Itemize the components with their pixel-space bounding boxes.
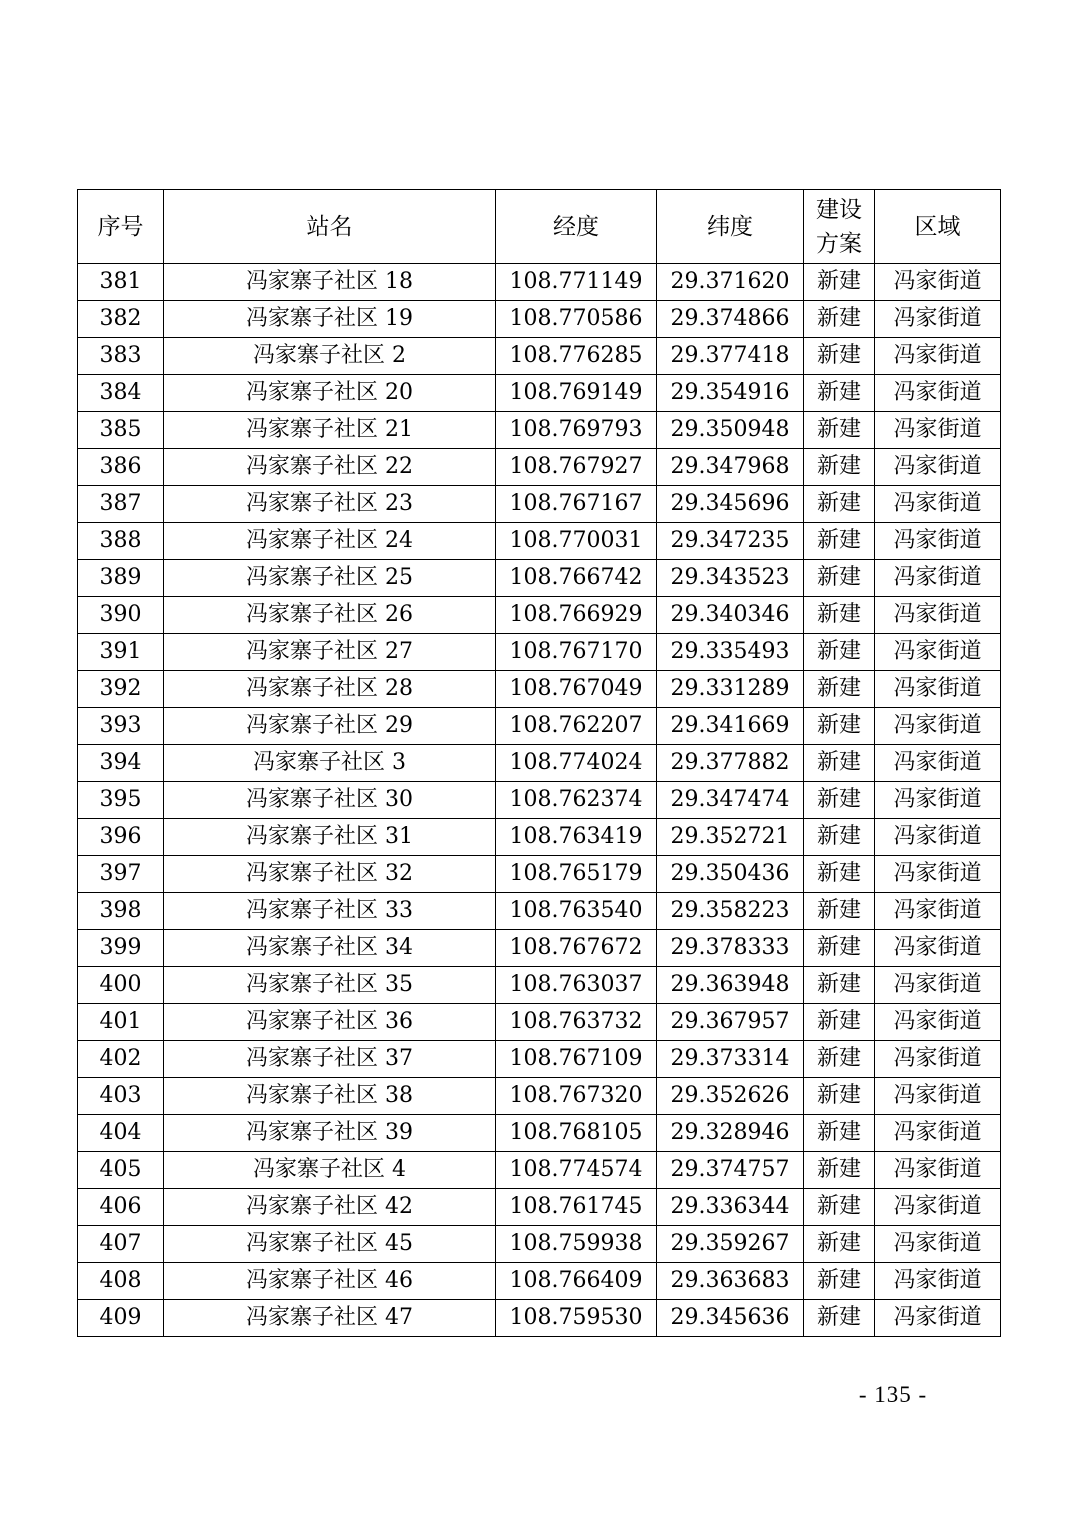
cell-longitude: 108.768105 xyxy=(496,1115,657,1152)
cell-index: 389 xyxy=(78,560,164,597)
table-row xyxy=(78,930,1001,967)
cell-index: 399 xyxy=(78,930,164,967)
cell-region: 冯家街道 xyxy=(875,856,1001,893)
table-row xyxy=(78,967,1001,1004)
cell-longitude: 108.763419 xyxy=(496,819,657,856)
cell-latitude: 29.371620 xyxy=(657,264,804,301)
table-row xyxy=(78,412,1001,449)
cell-name: 冯家寨子社区 19 xyxy=(164,301,496,338)
header-index: 序号 xyxy=(78,190,164,264)
cell-latitude: 29.354916 xyxy=(657,375,804,412)
table-row xyxy=(78,745,1001,782)
table-row xyxy=(78,671,1001,708)
cell-plan: 新建 xyxy=(804,338,875,375)
cell-index: 405 xyxy=(78,1152,164,1189)
cell-index: 382 xyxy=(78,301,164,338)
table-row xyxy=(78,1300,1001,1337)
cell-index: 397 xyxy=(78,856,164,893)
cell-name: 冯家寨子社区 24 xyxy=(164,523,496,560)
cell-index: 387 xyxy=(78,486,164,523)
cell-plan: 新建 xyxy=(804,301,875,338)
cell-plan: 新建 xyxy=(804,1189,875,1226)
header-plan-line1: 建设 xyxy=(816,196,862,223)
table-row xyxy=(78,486,1001,523)
cell-latitude: 29.345636 xyxy=(657,1300,804,1337)
cell-latitude: 29.340346 xyxy=(657,597,804,634)
cell-plan: 新建 xyxy=(804,597,875,634)
table-row xyxy=(78,1004,1001,1041)
cell-plan: 新建 xyxy=(804,782,875,819)
cell-latitude: 29.374757 xyxy=(657,1152,804,1189)
table-body xyxy=(78,264,1001,1337)
cell-region: 冯家街道 xyxy=(875,1041,1001,1078)
cell-plan: 新建 xyxy=(804,708,875,745)
cell-longitude: 108.762207 xyxy=(496,708,657,745)
cell-longitude: 108.770031 xyxy=(496,523,657,560)
table-row xyxy=(78,893,1001,930)
cell-name: 冯家寨子社区 30 xyxy=(164,782,496,819)
cell-name: 冯家寨子社区 39 xyxy=(164,1115,496,1152)
cell-name: 冯家寨子社区 46 xyxy=(164,1263,496,1300)
cell-longitude: 108.776285 xyxy=(496,338,657,375)
table-row xyxy=(78,301,1001,338)
cell-name: 冯家寨子社区 25 xyxy=(164,560,496,597)
cell-name: 冯家寨子社区 33 xyxy=(164,893,496,930)
cell-latitude: 29.373314 xyxy=(657,1041,804,1078)
cell-name: 冯家寨子社区 45 xyxy=(164,1226,496,1263)
table-row xyxy=(78,264,1001,301)
header-plan xyxy=(804,190,875,264)
cell-latitude: 29.350948 xyxy=(657,412,804,449)
cell-index: 391 xyxy=(78,634,164,671)
cell-name: 冯家寨子社区 28 xyxy=(164,671,496,708)
cell-name: 冯家寨子社区 31 xyxy=(164,819,496,856)
header-longitude: 经度 xyxy=(496,190,657,264)
cell-longitude: 108.767672 xyxy=(496,930,657,967)
cell-index: 408 xyxy=(78,1263,164,1300)
table-row xyxy=(78,819,1001,856)
cell-plan: 新建 xyxy=(804,1300,875,1337)
cell-index: 381 xyxy=(78,264,164,301)
cell-latitude: 29.358223 xyxy=(657,893,804,930)
cell-plan: 新建 xyxy=(804,486,875,523)
cell-index: 388 xyxy=(78,523,164,560)
cell-longitude: 108.759530 xyxy=(496,1300,657,1337)
table-row xyxy=(78,523,1001,560)
cell-latitude: 29.343523 xyxy=(657,560,804,597)
table-row xyxy=(78,375,1001,412)
cell-index: 392 xyxy=(78,671,164,708)
cell-plan: 新建 xyxy=(804,856,875,893)
header-row xyxy=(78,190,1001,264)
cell-index: 394 xyxy=(78,745,164,782)
cell-region: 冯家街道 xyxy=(875,1078,1001,1115)
cell-longitude: 108.759938 xyxy=(496,1226,657,1263)
cell-name: 冯家寨子社区 34 xyxy=(164,930,496,967)
cell-region: 冯家街道 xyxy=(875,819,1001,856)
cell-name: 冯家寨子社区 29 xyxy=(164,708,496,745)
table-row xyxy=(78,1041,1001,1078)
cell-index: 393 xyxy=(78,708,164,745)
cell-latitude: 29.331289 xyxy=(657,671,804,708)
table-row xyxy=(78,1152,1001,1189)
cell-region: 冯家街道 xyxy=(875,893,1001,930)
cell-latitude: 29.359267 xyxy=(657,1226,804,1263)
cell-longitude: 108.767049 xyxy=(496,671,657,708)
cell-latitude: 29.363948 xyxy=(657,967,804,1004)
cell-name: 冯家寨子社区 2 xyxy=(164,338,496,375)
cell-index: 403 xyxy=(78,1078,164,1115)
cell-plan: 新建 xyxy=(804,560,875,597)
cell-name: 冯家寨子社区 23 xyxy=(164,486,496,523)
cell-longitude: 108.771149 xyxy=(496,264,657,301)
cell-longitude: 108.769149 xyxy=(496,375,657,412)
cell-plan: 新建 xyxy=(804,523,875,560)
cell-index: 383 xyxy=(78,338,164,375)
cell-region: 冯家街道 xyxy=(875,967,1001,1004)
cell-region: 冯家街道 xyxy=(875,708,1001,745)
cell-latitude: 29.363683 xyxy=(657,1263,804,1300)
cell-region: 冯家街道 xyxy=(875,449,1001,486)
header-latitude: 纬度 xyxy=(657,190,804,264)
cell-region: 冯家街道 xyxy=(875,486,1001,523)
cell-latitude: 29.374866 xyxy=(657,301,804,338)
cell-index: 398 xyxy=(78,893,164,930)
cell-longitude: 108.765179 xyxy=(496,856,657,893)
cell-region: 冯家街道 xyxy=(875,745,1001,782)
cell-name: 冯家寨子社区 32 xyxy=(164,856,496,893)
cell-plan: 新建 xyxy=(804,1263,875,1300)
cell-plan: 新建 xyxy=(804,671,875,708)
cell-region: 冯家街道 xyxy=(875,264,1001,301)
cell-index: 384 xyxy=(78,375,164,412)
cell-latitude: 29.377418 xyxy=(657,338,804,375)
cell-longitude: 108.762374 xyxy=(496,782,657,819)
cell-index: 390 xyxy=(78,597,164,634)
cell-region: 冯家街道 xyxy=(875,1004,1001,1041)
cell-longitude: 108.763540 xyxy=(496,893,657,930)
cell-region: 冯家街道 xyxy=(875,338,1001,375)
cell-longitude: 108.763732 xyxy=(496,1004,657,1041)
cell-region: 冯家街道 xyxy=(875,930,1001,967)
cell-latitude: 29.350436 xyxy=(657,856,804,893)
cell-plan: 新建 xyxy=(804,412,875,449)
cell-longitude: 108.761745 xyxy=(496,1189,657,1226)
cell-name: 冯家寨子社区 26 xyxy=(164,597,496,634)
cell-latitude: 29.352626 xyxy=(657,1078,804,1115)
cell-region: 冯家街道 xyxy=(875,671,1001,708)
cell-latitude: 29.377882 xyxy=(657,745,804,782)
cell-region: 冯家街道 xyxy=(875,560,1001,597)
cell-latitude: 29.347968 xyxy=(657,449,804,486)
cell-plan: 新建 xyxy=(804,745,875,782)
cell-latitude: 29.336344 xyxy=(657,1189,804,1226)
cell-name: 冯家寨子社区 18 xyxy=(164,264,496,301)
cell-region: 冯家街道 xyxy=(875,301,1001,338)
cell-longitude: 108.766409 xyxy=(496,1263,657,1300)
station-table xyxy=(77,189,1001,1337)
cell-longitude: 108.766929 xyxy=(496,597,657,634)
table-row xyxy=(78,597,1001,634)
cell-plan: 新建 xyxy=(804,819,875,856)
cell-latitude: 29.345696 xyxy=(657,486,804,523)
cell-index: 407 xyxy=(78,1226,164,1263)
cell-plan: 新建 xyxy=(804,967,875,1004)
header-region: 区域 xyxy=(875,190,1001,264)
cell-plan: 新建 xyxy=(804,893,875,930)
cell-index: 401 xyxy=(78,1004,164,1041)
cell-plan: 新建 xyxy=(804,264,875,301)
cell-region: 冯家街道 xyxy=(875,375,1001,412)
cell-region: 冯家街道 xyxy=(875,1300,1001,1337)
cell-region: 冯家街道 xyxy=(875,1189,1001,1226)
cell-region: 冯家街道 xyxy=(875,1152,1001,1189)
cell-latitude: 29.378333 xyxy=(657,930,804,967)
cell-longitude: 108.767109 xyxy=(496,1041,657,1078)
cell-index: 400 xyxy=(78,967,164,1004)
cell-region: 冯家街道 xyxy=(875,1115,1001,1152)
cell-plan: 新建 xyxy=(804,1041,875,1078)
table-row xyxy=(78,1226,1001,1263)
cell-longitude: 108.767927 xyxy=(496,449,657,486)
cell-region: 冯家街道 xyxy=(875,597,1001,634)
header-plan-line2: 方案 xyxy=(816,230,862,257)
cell-latitude: 29.341669 xyxy=(657,708,804,745)
cell-latitude: 29.367957 xyxy=(657,1004,804,1041)
cell-latitude: 29.347474 xyxy=(657,782,804,819)
cell-latitude: 29.328946 xyxy=(657,1115,804,1152)
cell-longitude: 108.767167 xyxy=(496,486,657,523)
table-row xyxy=(78,1115,1001,1152)
cell-name: 冯家寨子社区 4 xyxy=(164,1152,496,1189)
cell-region: 冯家街道 xyxy=(875,1263,1001,1300)
cell-plan: 新建 xyxy=(804,449,875,486)
cell-latitude: 29.347235 xyxy=(657,523,804,560)
cell-region: 冯家街道 xyxy=(875,1226,1001,1263)
cell-name: 冯家寨子社区 42 xyxy=(164,1189,496,1226)
cell-index: 409 xyxy=(78,1300,164,1337)
header-name: 站名 xyxy=(164,190,496,264)
cell-name: 冯家寨子社区 22 xyxy=(164,449,496,486)
cell-longitude: 108.763037 xyxy=(496,967,657,1004)
cell-index: 386 xyxy=(78,449,164,486)
cell-name: 冯家寨子社区 38 xyxy=(164,1078,496,1115)
cell-name: 冯家寨子社区 36 xyxy=(164,1004,496,1041)
cell-plan: 新建 xyxy=(804,1078,875,1115)
cell-name: 冯家寨子社区 3 xyxy=(164,745,496,782)
cell-longitude: 108.774574 xyxy=(496,1152,657,1189)
cell-name: 冯家寨子社区 21 xyxy=(164,412,496,449)
cell-plan: 新建 xyxy=(804,1115,875,1152)
table-row xyxy=(78,449,1001,486)
cell-name: 冯家寨子社区 20 xyxy=(164,375,496,412)
table-row xyxy=(78,708,1001,745)
cell-longitude: 108.766742 xyxy=(496,560,657,597)
cell-index: 396 xyxy=(78,819,164,856)
table-row xyxy=(78,1189,1001,1226)
table-row xyxy=(78,856,1001,893)
cell-plan: 新建 xyxy=(804,1152,875,1189)
cell-longitude: 108.770586 xyxy=(496,301,657,338)
cell-plan: 新建 xyxy=(804,634,875,671)
cell-longitude: 108.767170 xyxy=(496,634,657,671)
cell-region: 冯家街道 xyxy=(875,412,1001,449)
cell-region: 冯家街道 xyxy=(875,782,1001,819)
table-row xyxy=(78,1078,1001,1115)
page-number: - 135 - xyxy=(858,1382,928,1407)
cell-index: 402 xyxy=(78,1041,164,1078)
cell-plan: 新建 xyxy=(804,1226,875,1263)
table-row xyxy=(78,782,1001,819)
table-row xyxy=(78,1263,1001,1300)
cell-index: 385 xyxy=(78,412,164,449)
cell-longitude: 108.769793 xyxy=(496,412,657,449)
cell-region: 冯家街道 xyxy=(875,523,1001,560)
table-row xyxy=(78,634,1001,671)
cell-name: 冯家寨子社区 37 xyxy=(164,1041,496,1078)
cell-plan: 新建 xyxy=(804,375,875,412)
cell-index: 395 xyxy=(78,782,164,819)
cell-plan: 新建 xyxy=(804,930,875,967)
table-row xyxy=(78,560,1001,597)
cell-plan: 新建 xyxy=(804,1004,875,1041)
table-row xyxy=(78,338,1001,375)
cell-index: 406 xyxy=(78,1189,164,1226)
cell-name: 冯家寨子社区 27 xyxy=(164,634,496,671)
cell-latitude: 29.335493 xyxy=(657,634,804,671)
cell-region: 冯家街道 xyxy=(875,634,1001,671)
cell-name: 冯家寨子社区 35 xyxy=(164,967,496,1004)
cell-longitude: 108.767320 xyxy=(496,1078,657,1115)
cell-longitude: 108.774024 xyxy=(496,745,657,782)
table-header xyxy=(78,190,1001,264)
cell-latitude: 29.352721 xyxy=(657,819,804,856)
cell-index: 404 xyxy=(78,1115,164,1152)
cell-name: 冯家寨子社区 47 xyxy=(164,1300,496,1337)
